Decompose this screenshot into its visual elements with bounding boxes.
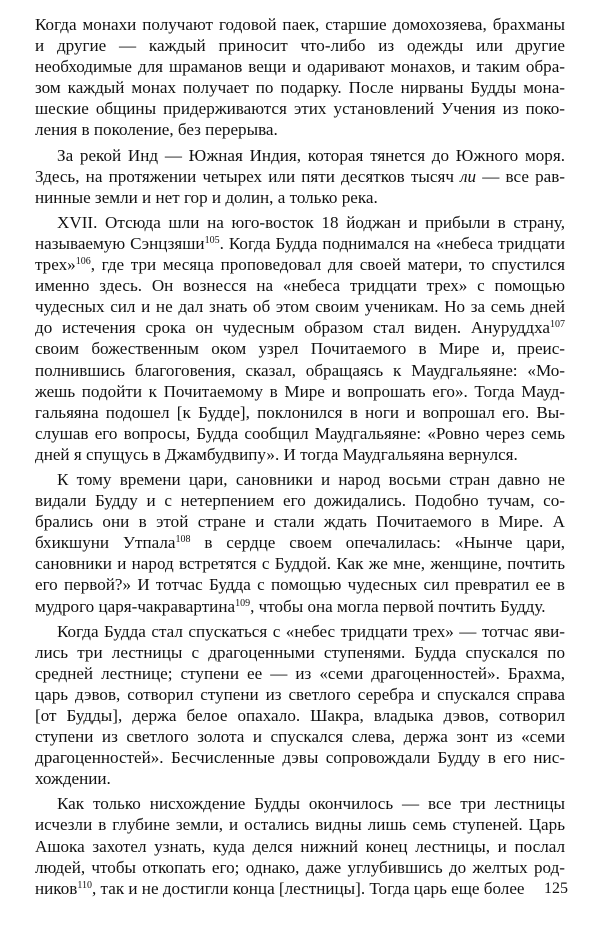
footnote-ref: 106 [75, 256, 91, 268]
text-run: , так и не достигли конца [лестницы]. Тогда царь еще более [92, 878, 525, 898]
text-run: К тому времени цари, сановники и народ восьми стран давно не видали Будду и с нетерпением его дожидались. Подобно тучам, собрались они в этой стране и стали ждать Почитаемого в Мире. А бхикшуни Утпала [35, 469, 565, 553]
paragraph [35, 212, 565, 465]
text-run: За рекой Инд — Южная Индия, которая тянется до Южного моря. Здесь, на протяжении четырех или пяти десятков тысяч [35, 145, 565, 186]
footnote-ref: 107 [550, 319, 565, 331]
text-run: Как только нисхождение Будды окончилось — все три лестницы исчезли в глубине земли, и остались видны лишь семь ступеней. Царь Ашока захотел узнать, куда делся нижний конец лестницы, и послал людей, чтобы откопать его; однако, даже углубившись до желтых родников [35, 794, 565, 898]
text-run: . Когда Будда поднимался на «небеса тридцати трех» [35, 233, 565, 275]
paragraph [35, 621, 565, 790]
paragraph [35, 14, 565, 141]
text-run: — все равнинные земли и нет гор и долин, а только река. [35, 166, 565, 207]
paragraph [35, 469, 565, 617]
text-run: своим божественным оком узрел Почитаемого в Мире и, преисполнившись благоговения, сказал, обращаясь к Маудгальяяне: «Можешь подойти к Почитаемому в Мире и вопрошать его». Тогда Маудгальяяна подошел [к Будде], поклонился в ноги и вопрошал его. Выслушав его вопросы, Будда сообщил Маудгальяяне: «Ровно через семь дней я спущусь в Джамбудвипу». И тогда Маудгальяяна вернулся. [35, 339, 565, 464]
footnote-ref: 110 [77, 879, 92, 891]
paragraph [35, 793, 565, 898]
text-column [35, 14, 565, 903]
text-run: , чтобы она могла первой почтить Будду. [250, 596, 546, 616]
footnote-ref: 109 [235, 597, 251, 609]
italic-term: ли [460, 166, 477, 186]
text-run: XVII. Отсюда шли на юго-восток 18 йоджан и прибыли в страну, называемую Сэнцзяши [35, 212, 565, 253]
text-run: Когда Будда стал спускаться с «небес тридцати трех» — тотчас явились три лестницы с драгоценными ступенями. Будда спускался по средней лестнице; ступени ее — из «семи драгоценностей». Брахма, царь дэвов, сотворил ступени из светлого серебра и спускался справа [от Будды], держа белое опахало. Шакра, владыка дэвов, сотворил ступени из светлого золота и спускался слева, держа зонт из «семи драгоценностей». Бесчисленные дэвы сопровождали Будду в его нисхождении. [35, 621, 565, 789]
footnote-ref: 105 [204, 234, 220, 246]
page-number: 125 [544, 880, 568, 897]
text-run: Когда монахи получают годовой паек, старшие домохозяева, брахманы и другие — каждый приносит что-либо из одежды или другие необходимые для шраманов вещи и одаривают монахов, и таким образом каждый монах получает по подарку. После нирваны Будды монашеские общины придерживаются этих установлений Учения из поколения в поколение, без перерыва. [35, 15, 565, 140]
footnote-ref: 108 [175, 534, 191, 546]
text-run: , где три месяца проповедовал для своей матери, то спустился именно здесь. Он вознесся на «небеса тридцати трех» с помощью чудесных сил и не дал знать об этом своим ученикам. Но за семь дней до истечения срока он чудесным образом стал виден. Ануруддха [35, 255, 565, 338]
paragraph [35, 145, 565, 208]
text-run: в сердце своем опечалилась: «Нынче цари, сановники и народ встретятся с Буддой. Как же мне, женщине, почтить его первой?» И тотчас Будда с помощью чудесных сил превратил ее в мудрого царя-чакравартина [35, 533, 566, 616]
